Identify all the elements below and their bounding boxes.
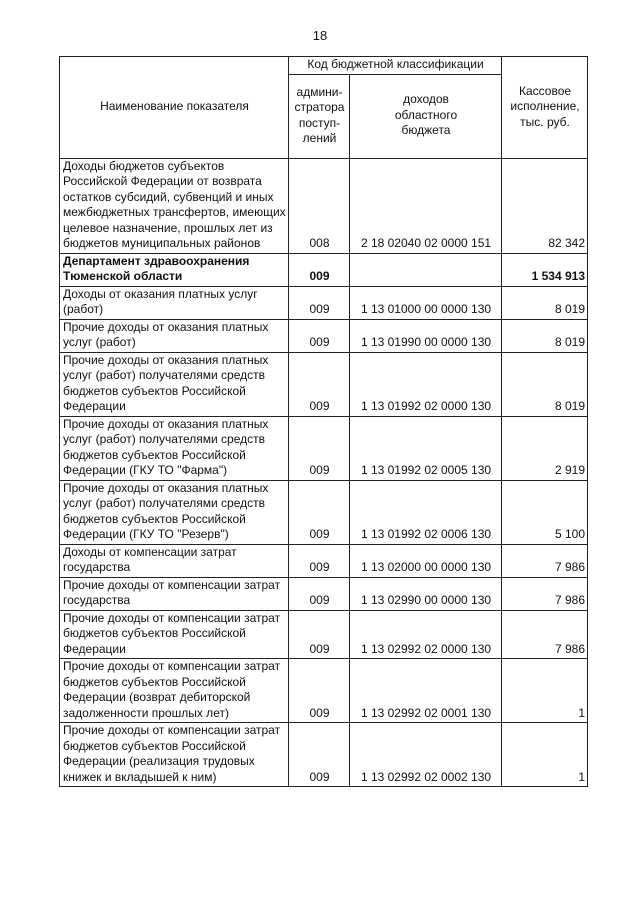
row-admin-code: 009 [289, 723, 350, 787]
table-row [60, 480, 588, 544]
row-income-code: 1 13 02000 00 0000 130 [350, 544, 502, 577]
table-row [60, 723, 588, 787]
row-income-code: 1 13 02992 02 0001 130 [350, 659, 502, 723]
header-cash-execution [502, 57, 588, 159]
budget-table [59, 56, 588, 787]
row-admin-code: 009 [289, 659, 350, 723]
header-cash-execution-text: Кассовое исполнение, тыс. руб. [510, 83, 580, 129]
row-amount: 8 019 [502, 286, 588, 319]
row-name: Прочие доходы от оказания платных услуг (работ) [60, 319, 289, 352]
row-income-code: 2 18 02040 02 0000 151 [350, 158, 502, 253]
row-amount: 1 [502, 723, 588, 787]
row-amount: 1 534 913 [502, 253, 588, 286]
row-income-code: 1 13 01000 00 0000 130 [350, 286, 502, 319]
table-body [60, 158, 588, 787]
row-income-code: 1 13 02992 02 0000 130 [350, 610, 502, 659]
table-row [60, 577, 588, 610]
row-income-code: 1 13 02990 00 0000 130 [350, 577, 502, 610]
row-amount: 82 342 [502, 158, 588, 253]
row-admin-code: 009 [289, 352, 350, 416]
header-administrator [289, 74, 350, 158]
row-income-code: 1 13 02992 02 0002 130 [350, 723, 502, 787]
page-number: 18 [312, 28, 328, 43]
row-admin-code: 008 [289, 158, 350, 253]
row-income-code: 1 13 01992 02 0005 130 [350, 416, 502, 480]
header-budget-classification: Код бюджетной классификации [289, 57, 502, 75]
row-admin-code: 009 [289, 577, 350, 610]
row-admin-code: 009 [289, 544, 350, 577]
row-name: Доходы от компенсации затрат государства [60, 544, 289, 577]
row-name: Департамент здравоохранения Тюменской области [60, 253, 289, 286]
row-name: Прочие доходы от компенсации затрат государства [60, 577, 289, 610]
table-row [60, 416, 588, 480]
row-income-code: 1 13 01992 02 0006 130 [350, 480, 502, 544]
row-amount: 7 986 [502, 577, 588, 610]
row-amount: 2 919 [502, 416, 588, 480]
row-name: Прочие доходы от оказания платных услуг (работ) получателями средств бюджетов субъектов Российской Федерации [60, 352, 289, 416]
row-income-code [350, 253, 502, 286]
table-row [60, 253, 588, 286]
row-name: Прочие доходы от оказания платных услуг (работ) получателями средств бюджетов субъектов Российской Федерации (ГКУ ТО "Фарма") [60, 416, 289, 480]
header-regional-income-text: доходов областного бюджета [394, 92, 458, 138]
row-amount: 8 019 [502, 352, 588, 416]
table-row [60, 659, 588, 723]
table-row [60, 544, 588, 577]
row-name: Прочие доходы от компенсации затрат бюджетов субъектов Российской Федерации (возврат дебиторской задолженности прошлых лет) [60, 659, 289, 723]
row-admin-code: 009 [289, 319, 350, 352]
row-amount: 7 986 [502, 610, 588, 659]
table-row [60, 158, 588, 253]
row-admin-code: 009 [289, 253, 350, 286]
table-row [60, 352, 588, 416]
row-amount: 8 019 [502, 319, 588, 352]
row-admin-code: 009 [289, 610, 350, 659]
table-row [60, 286, 588, 319]
row-income-code: 1 13 01992 02 0000 130 [350, 352, 502, 416]
row-amount: 5 100 [502, 480, 588, 544]
row-admin-code: 009 [289, 416, 350, 480]
row-name: Прочие доходы от оказания платных услуг (работ) получателями средств бюджетов субъектов Российской Федерации (ГКУ ТО "Резерв") [60, 480, 289, 544]
row-name: Доходы от оказания платных услуг (работ) [60, 286, 289, 319]
row-admin-code: 009 [289, 480, 350, 544]
row-income-code: 1 13 01990 00 0000 130 [350, 319, 502, 352]
header-administrator-text: админи- стратора поступ- лений [294, 84, 345, 145]
table-row [60, 319, 588, 352]
row-amount: 1 [502, 659, 588, 723]
row-admin-code: 009 [289, 286, 350, 319]
row-name: Прочие доходы от компенсации затрат бюджетов субъектов Российской Федерации (реализация трудовых книжек и вкладышей к ним) [60, 723, 289, 787]
table-row [60, 610, 588, 659]
row-name: Доходы бюджетов субъектов Российской Федерации от возврата остатков субсидий, субвенций и иных межбюджетных трансфертов, имеющих целевое назначение, прошлых лет из бюджетов муниципальных районов [60, 158, 289, 253]
row-name: Прочие доходы от компенсации затрат бюджетов субъектов Российской Федерации [60, 610, 289, 659]
header-regional-income [350, 74, 502, 158]
row-amount: 7 986 [502, 544, 588, 577]
header-indicator-name: Наименование показателя [60, 57, 289, 159]
